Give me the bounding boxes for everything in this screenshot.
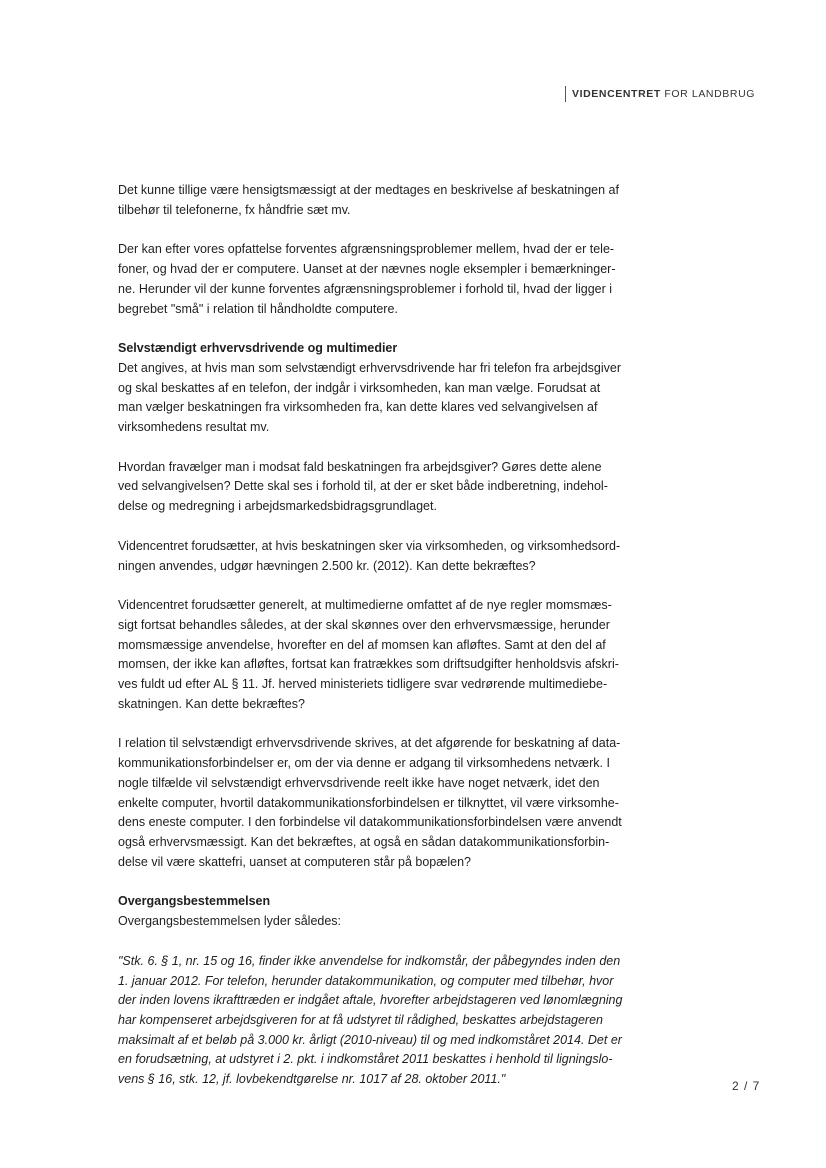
paragraph-gap — [118, 220, 678, 240]
paragraph-gap — [118, 872, 678, 892]
quoted-provision — [118, 952, 678, 1090]
text-line: I relation til selvstændigt erhvervsdrivende skrives, at det afgørende for beskatning af data- — [118, 736, 621, 751]
paragraph-gap — [118, 438, 678, 458]
text-line: sigt fortsat behandles således, at der skal skønnes over den erhvervsmæssige, herunder — [118, 617, 610, 632]
text-line: nogle tilfælde vil selvstændigt erhvervsdrivende reelt ikke have noget netværk, idet den — [118, 775, 600, 790]
letterhead-org-suffix: FOR LANDBRUG — [664, 88, 756, 100]
section-heading: Selvstændigt erhvervsdrivende og multimedier — [118, 341, 398, 356]
text-line: 1. januar 2012. For telefon, herunder datakommunikation, og computer med tilbehør, hvor — [118, 973, 614, 988]
text-line: ne. Herunder vil der kunne forventes afgrænsningsproblemer i forhold til, hvad der ligger i — [118, 281, 613, 296]
text-line: kommunikationsforbindelser er, om der via denne er adgang til virksomhedens netværk. I — [118, 756, 610, 771]
paragraph — [118, 734, 678, 872]
text-line: og skal beskattes af en telefon, der indgår i virksomheden, kan man vælge. Forudsat at — [118, 380, 601, 395]
text-line: tilbehør til telefonerne, fx håndfrie sæt mv. — [118, 202, 351, 217]
text-line: man vælger beskatningen fra virksomheden fra, kan dette klares ved selvangivelsen af — [118, 400, 598, 415]
text-line: "Stk. 6. § 1, nr. 15 og 16, finder ikke anvendelse for indkomstår, der påbegyndes inden den — [118, 953, 621, 968]
paragraph — [118, 458, 678, 517]
paragraph — [118, 537, 678, 576]
page-number: 2 / 7 — [732, 1079, 761, 1093]
document-body — [118, 181, 678, 1090]
text-line: ves fuldt ud efter AL § 11. Jf. herved ministeriets tidligere svar vedrørende multimediebe- — [118, 677, 608, 692]
paragraph-gap — [118, 576, 678, 596]
paragraph-gap — [118, 932, 678, 952]
text-line: ved selvangivelsen? Dette skal ses i forhold til, at der er sket både indberetning, indehol- — [118, 479, 608, 494]
text-line: Hvordan fravælger man i modsat fald beskatningen fra arbejdsgiver? Gøres dette alene — [118, 459, 602, 474]
text-line: enkelte computer, hvortil datakommunikationsforbindelsen er tilknyttet, vil være virksomhe- — [118, 795, 619, 810]
text-line: har kompenseret arbejdsgiveren for at få udstyret til rådighed, beskattes arbejdstageren — [118, 1012, 603, 1027]
text-line: Videncentret forudsætter, at hvis beskatningen sker via virksomheden, og virksomhedsord- — [118, 538, 621, 553]
text-line: Videncentret forudsætter generelt, at multimedierne omfattet af de nye regler momsmæs- — [118, 598, 612, 613]
text-line: vens § 16, stk. 12, jf. lovbekendtgørelse nr. 1017 af 28. oktober 2011." — [118, 1072, 506, 1087]
paragraph-gap — [118, 319, 678, 339]
text-line: Det angives, at hvis man som selvstændigt erhvervsdrivende har fri telefon fra arbejdsgiver — [118, 360, 622, 375]
text-line: momsmæssige anvendelse, hvorefter en del af momsen kan afløftes. Samt at den del af — [118, 637, 606, 652]
text-line: maksimalt af et beløb på 3.000 kr. årligt (2010-niveau) til og med indkomståret 2014. Det er — [118, 1032, 622, 1047]
text-line: også erhvervsmæssigt. Kan det bekræftes, at også en sådan datakommunikationsforbin- — [118, 834, 610, 849]
letterhead — [565, 86, 755, 102]
text-line: dens eneste computer. I den forbindelse vil datakommunikationsforbindelsen være anvendt — [118, 815, 622, 830]
text-line: Der kan efter vores opfattelse forventes afgrænsningsproblemer mellem, hvad der er tele- — [118, 242, 615, 257]
section-heading: Overgangsbestemmelsen — [118, 894, 271, 909]
text-line: en forudsætning, at udstyret i 2. pkt. i indkomståret 2011 beskattes i henhold til ligningslo- — [118, 1052, 613, 1067]
paragraph — [118, 240, 678, 319]
text-line: ningen anvendes, udgør hævningen 2.500 kr. (2012). Kan dette bekræftes? — [118, 558, 536, 573]
text-line: der inden lovens ikrafttræden er indgået aftale, hvorefter arbejdstageren ved lønomlægning — [118, 993, 623, 1008]
section-block — [118, 892, 678, 931]
text-line: virksomhedens resultat mv. — [118, 420, 270, 435]
paragraph — [118, 181, 678, 220]
letterhead-org-name: VIDENCENTRET — [572, 88, 661, 100]
text-line: foner, og hvad der er computere. Uanset at der nævnes nogle eksempler i bemærkninger- — [118, 262, 616, 277]
text-line: delse vil være skattefri, uanset at computeren står på bopælen? — [118, 854, 471, 869]
text-line: momsen, der ikke kan afløftes, fortsat kan fratrækkes som driftsudgifter henholdsvis afskri- — [118, 657, 619, 672]
text-line: delse og medregning i arbejdsmarkedsbidragsgrundlaget. — [118, 499, 437, 514]
text-line: Overgangsbestemmelsen lyder således: — [118, 914, 342, 929]
section-block — [118, 339, 678, 438]
paragraph-gap — [118, 517, 678, 537]
paragraph — [118, 596, 678, 714]
text-line: Det kunne tillige være hensigtsmæssigt at der medtages en beskrivelse af beskatningen af — [118, 183, 619, 197]
text-line: begrebet "små" i relation til håndholdte computere. — [118, 301, 398, 316]
text-line: skatningen. Kan dette bekræftes? — [118, 696, 305, 711]
paragraph-gap — [118, 714, 678, 734]
